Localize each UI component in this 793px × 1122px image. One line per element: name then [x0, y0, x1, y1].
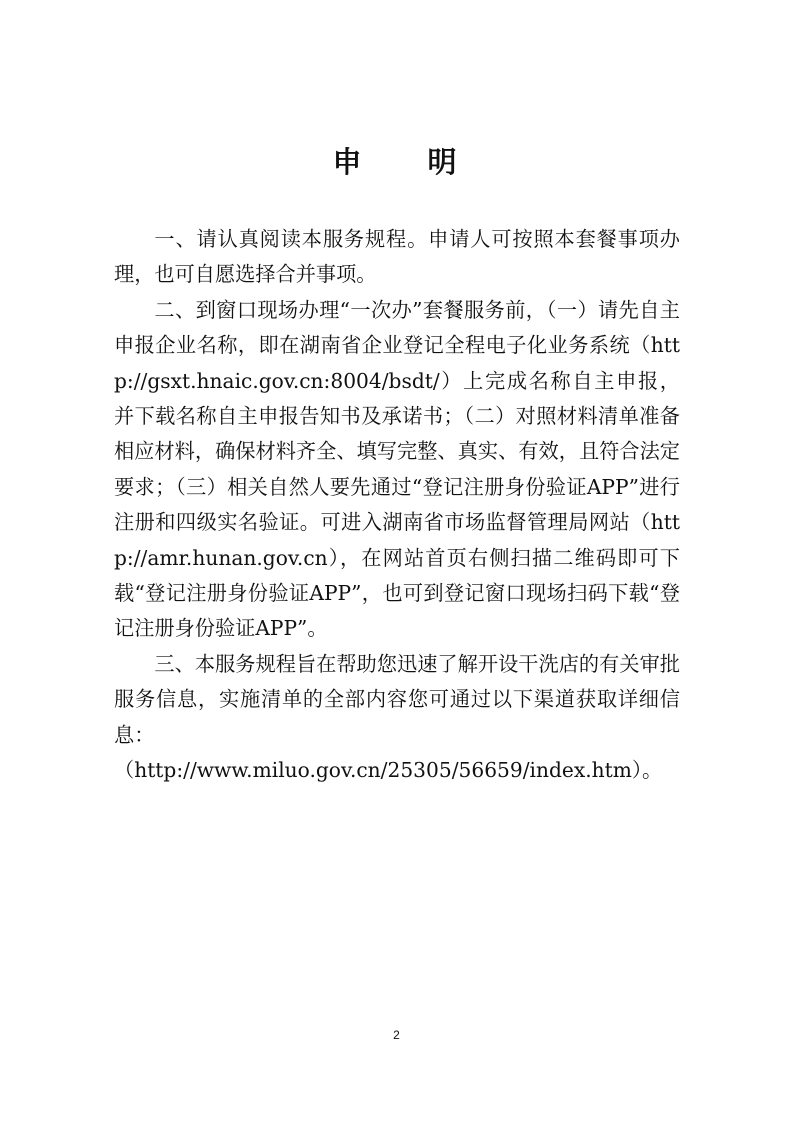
paragraph-2: 二、到窗口现场办理“一次办”套餐服务前，（一）请先自主申报企业名称，即在湖南省企业登记全程电子化业务系统（http://gsxt.hnaic.gov.cn:8004/bsdt/）上完成名称自主申报，并下载名称自主申报告知书及承诺书；（二）对照材料清单准备相应材料，确保材料齐全、填写完整、真实、有效，且符合法定要求；（三）相关自然人要先通过“登记注册身份验证APP”进行注册和四级实名验证。可进入湖南省市场监督管理局网站（http://amr.hunan.gov.cn），在网站首页右侧扫描二维码即可下载“登记注册身份验证APP”，也可到登记窗口现场扫码下载“登记注册身份验证APP”。 — [114, 297, 680, 641]
page-number: 2 — [393, 1028, 400, 1042]
paragraph-3: 三、本服务规程旨在帮助您迅速了解开设干洗店的有关审批服务信息，实施清单的全部内容您可通过以下渠道获取详细信息： — [114, 651, 680, 747]
paragraph-1: 一、请认真阅读本服务规程。申请人可按照本套餐事项办理，也可自愿选择合并事项。 — [114, 227, 680, 287]
page-title: 申 明 — [332, 145, 485, 179]
document-body — [114, 222, 680, 789]
paragraph-4-link: （http://www.miluo.gov.cn/25305/56659/index.htm）。 — [114, 758, 663, 783]
